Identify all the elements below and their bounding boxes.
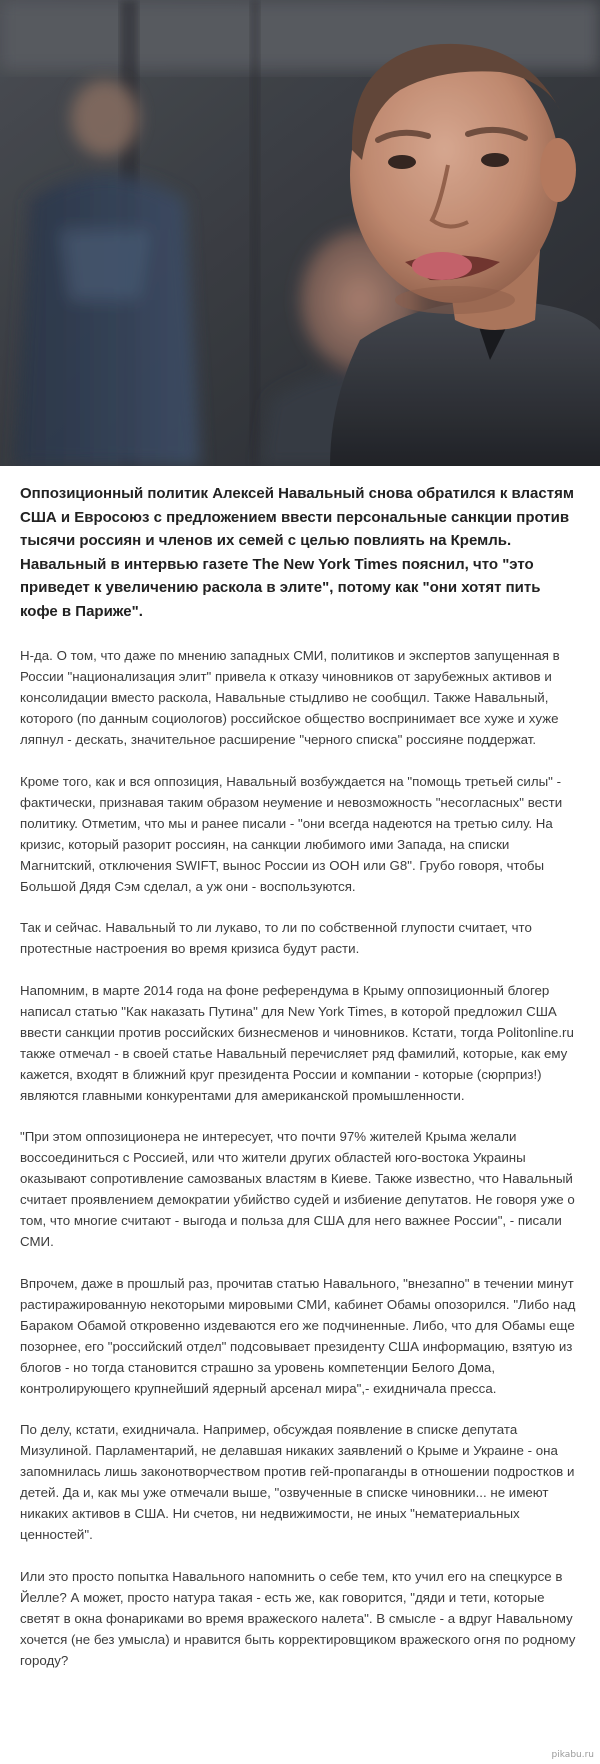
photo-illustration: [0, 0, 600, 466]
article-lead: Оппозиционный политик Алексей Навальный снова обратился к властям США и Евросоюз с предложением ввести персональные санкции против тысячи россиян и членов их семей с целью повлиять на Кремль. Навальный в интервью газете The New York Times пояснил, что "это приведет к увеличению раскола в элите", потому как "они хотят пить кофе в Париже".: [20, 485, 574, 620]
article-paragraph: Так и сейчас. Навальный то ли лукаво, то ли по собственной глупости считает, что протестные настроения во время кризиса будут расти.: [20, 920, 532, 956]
header-photo: [0, 0, 600, 466]
article-paragraph: По делу, кстати, ехидничала. Например, обсуждая появление в списке депутата Мизулиной. Парламентарий, не делавшая никаких заявлений о Крыме и Украине - она запомнилась лишь законотворчеством против гей-пропаганды в отношении подростков и детей. Да и, как мы уже отмечали выше, "озвученные в списке чиновники... не имеют никаких активов в США. Ни счетов, ни недвижимости, не иных "нематериальных ценностей".: [20, 1422, 575, 1542]
site-watermark: pikabu.ru: [551, 1750, 594, 1760]
article: [20, 482, 580, 1691]
article-paragraph: Кроме того, как и вся оппозиция, Навальный возбуждается на "помощь третьей силы" - фактически, признавая таким образом неумение и невозможность "несогласных" вести политику. Отметим, что мы и ранее писали - "они всегда надеются на третью силу. На кризис, который разорит россиян, на санкции любимого ими Запада, на списки Магнитский, отключения SWIFT, вынос России из ООН или G8". Грубо говоря, чтобы Большой Дядя Сэм сделал, а уж они - воспользуются.: [20, 773, 563, 894]
article-paragraph: Или это просто попытка Навального напомнить о себе тем, кто учил его на спецкурсе в Йелле? А может, просто натура такая - есть же, как говорится, "дяди и тети, которые светят в окна фонариками во время вражеского налета". В смысле - а вдруг Навальному хочется (не без умысла) и нравится быть корректировщиком вражеского огня по родному городу?: [20, 1568, 576, 1668]
article-paragraph: Впрочем, даже в прошлый раз, прочитав статью Навального, "внезапно" в течении минут растиражированную некоторыми мировыми СМИ, кабинет Обамы опозорился. "Либо над Бараком Обамой откровенно издеваются его же подчиненные. Либо, что для Обамы еще позорнее, его "российский отдел" подсовывает президенту США информацию, взятую из блогов - но тогда становится страшно за уровень компетенции Белого Дома, контролирующего крупнейший ядерный арсенал мира",- ехидничала пресса.: [20, 1275, 576, 1396]
article-paragraph: Н-да. О том, что даже по мнению западных СМИ, политиков и экспертов запущенная в России "национализация элит" привела к отказу чиновников от зарубежных активов и консолидации вместо раскола, Навальные стыдливо не сообщил. Также Навальный, которого (по данным социологов) российское общество воспринимает все хуже и хуже ляпнул - дескать, значительное расширение "черного списка" россияне поддержат.: [20, 648, 560, 747]
article-paragraph: Напомним, в марте 2014 года на фоне референдума в Крыму оппозиционный блогер написал статью "Как наказать Путина" для New York Times, в которой предложил США ввести санкции против российских бизнесменов и чиновников. Кстати, тогда Politonline.ru также отмечал - в своей статье Навальный перечисляет ряд фамилий, которые, как ему кажется, входят в ближний круг президента России и компании - которые (сюрприз!) являются главными конкурентами для американской промышленности.: [20, 982, 574, 1103]
article-paragraph: "При этом оппозиционера не интересует, что почти 97% жителей Крыма желали воссоединиться с Россией, или что жители других областей юго-востока Украины оказывают сопротивление самозваных властям в Киеве. Также известно, что Навальный считает проявлением демократии убийство судей и избиение депутатов. Не говоря уже о том, что многие считают - выгода и польза для США для него важнее России", - писали СМИ.: [20, 1129, 575, 1249]
